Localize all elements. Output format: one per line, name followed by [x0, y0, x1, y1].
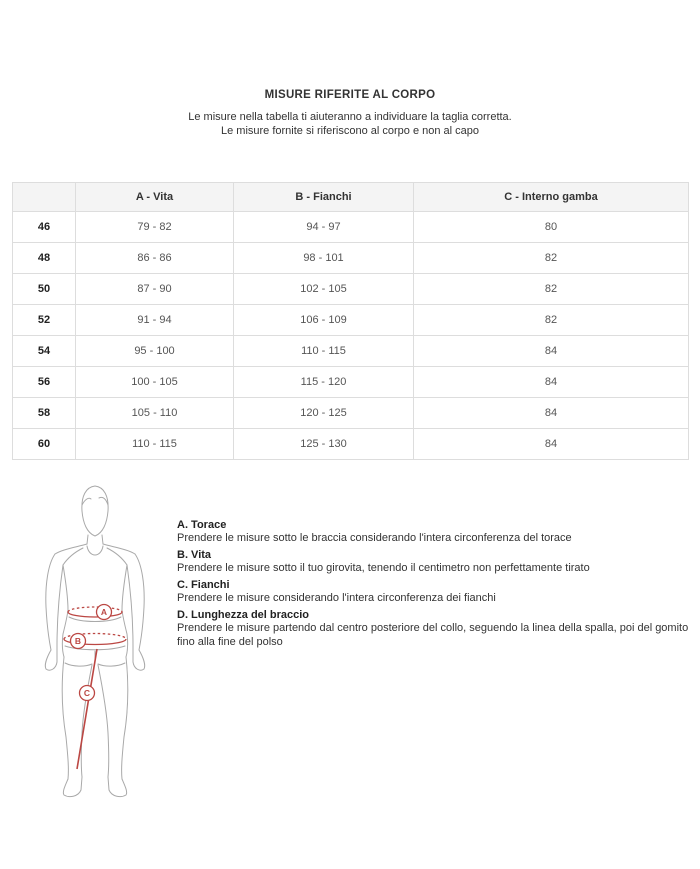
table-row	[13, 367, 689, 398]
waist-measure-line-a	[68, 607, 122, 617]
body-measurement-figure	[25, 465, 185, 825]
size-table	[12, 182, 689, 460]
size-cell: 60	[13, 429, 76, 460]
table-header-row	[13, 183, 689, 212]
table-row	[13, 212, 689, 243]
guide-label: C. Fianchi	[177, 579, 230, 591]
guide-item-torace	[177, 518, 693, 546]
guide-item-fianchi	[177, 578, 693, 606]
marker-b-label: B	[74, 636, 82, 646]
interno-gamba-cell: 82	[414, 305, 689, 336]
interno-gamba-cell: 80	[414, 212, 689, 243]
size-cell: 56	[13, 367, 76, 398]
vita-cell: 95 - 100	[76, 336, 234, 367]
fianchi-cell: 106 - 109	[234, 305, 414, 336]
size-table-header	[13, 183, 689, 212]
fianchi-cell: 115 - 120	[234, 367, 414, 398]
vita-cell: 91 - 94	[76, 305, 234, 336]
fianchi-cell: 120 - 125	[234, 398, 414, 429]
measurement-guide	[177, 518, 693, 652]
table-row	[13, 336, 689, 367]
vita-cell: 105 - 110	[76, 398, 234, 429]
guide-description: Prendere le misure partendo dal centro posteriore del collo, seguendo la linea della spalla, poi del gomito fino alla fine del polso	[177, 622, 689, 648]
interno-gamba-cell: 82	[414, 243, 689, 274]
size-cell: 48	[13, 243, 76, 274]
interno-gamba-cell: 84	[414, 429, 689, 460]
inner-leg-measure-line-c	[77, 649, 97, 769]
fianchi-cell: 125 - 130	[234, 429, 414, 460]
page-header	[0, 89, 700, 138]
marker-a-label: A	[100, 607, 108, 617]
vita-cell: 100 - 105	[76, 367, 234, 398]
guide-description: Prendere le misure sotto il tuo girovita, tenendo il centimetro non perfettamente tirato	[177, 562, 590, 574]
guide-item-lunghezza-braccio	[177, 608, 693, 649]
fianchi-cell: 110 - 115	[234, 336, 414, 367]
table-row	[13, 398, 689, 429]
size-cell: 46	[13, 212, 76, 243]
fianchi-cell: 94 - 97	[234, 212, 414, 243]
vita-cell: 79 - 82	[76, 212, 234, 243]
fianchi-cell: 102 - 105	[234, 274, 414, 305]
size-cell: 50	[13, 274, 76, 305]
figure-outline	[45, 486, 144, 797]
fianchi-cell: 98 - 101	[234, 243, 414, 274]
size-cell: 58	[13, 398, 76, 429]
interno-gamba-cell: 84	[414, 398, 689, 429]
col-header-size	[13, 183, 76, 212]
interno-gamba-cell: 82	[414, 274, 689, 305]
table-row	[13, 305, 689, 336]
size-cell: 52	[13, 305, 76, 336]
guide-item-vita	[177, 548, 693, 576]
marker-c-label: C	[83, 688, 91, 698]
guide-label: D. Lunghezza del braccio	[177, 609, 310, 621]
col-header-vita: A - Vita	[76, 183, 234, 212]
table-row	[13, 429, 689, 460]
size-cell: 54	[13, 336, 76, 367]
guide-description: Prendere le misure sotto le braccia considerando l'intera circonferenza del torace	[177, 532, 572, 544]
guide-label: A. Torace	[177, 519, 227, 531]
interno-gamba-cell: 84	[414, 336, 689, 367]
guide-description: Prendere le misure considerando l'intera circonferenza dei fianchi	[177, 592, 496, 604]
vita-cell: 87 - 90	[76, 274, 234, 305]
subtitle-line-1: Le misure nella tabella ti aiuteranno a individuare la taglia corretta.	[188, 111, 512, 123]
guide-label: B. Vita	[177, 549, 212, 561]
col-header-interno-gamba: C - Interno gamba	[414, 183, 689, 212]
col-header-fianchi: B - Fianchi	[234, 183, 414, 212]
vita-cell: 86 - 86	[76, 243, 234, 274]
vita-cell: 110 - 115	[76, 429, 234, 460]
table-row	[13, 274, 689, 305]
table-row	[13, 243, 689, 274]
subtitle-line-2: Le misure fornite si riferiscono al corpo e non al capo	[220, 124, 480, 137]
page-title: MISURE RIFERITE AL CORPO	[264, 89, 436, 101]
interno-gamba-cell: 84	[414, 367, 689, 398]
